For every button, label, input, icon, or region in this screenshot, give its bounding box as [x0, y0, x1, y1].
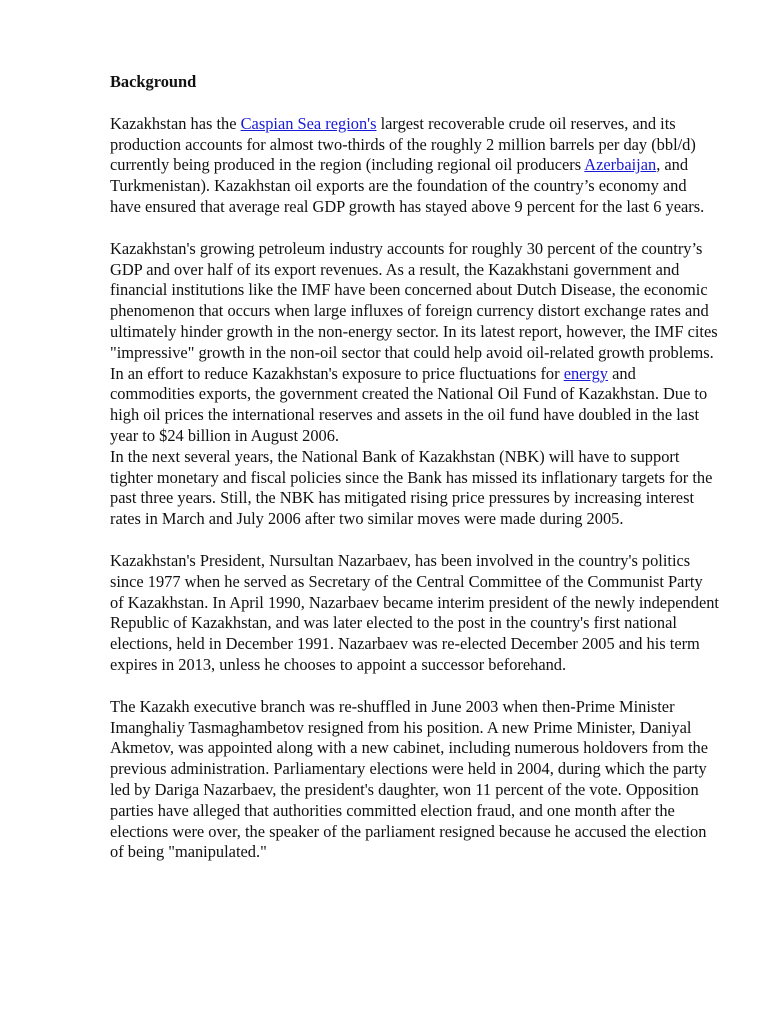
paragraph-oil-reserves	[110, 114, 720, 218]
p1-text-2: largest recoverable crude oil reserves, and its production accounts for almost two-thirds of the roughly 2 million barrels per day (bbl/d) currently being produced in the region (including regional oil producers	[110, 113, 696, 175]
section-heading: Background	[110, 72, 197, 91]
paragraph-petroleum-industry	[110, 239, 720, 447]
energy-link[interactable]: energy	[563, 363, 608, 383]
azerbaijan-link[interactable]: Azerbaijan	[584, 155, 657, 175]
p1-text-1: Kazakhstan has the	[110, 113, 241, 133]
paragraph-national-bank: In the next several years, the National Bank of Kazakhstan (NBK) will have to support tighter monetary and fiscal policies since the Bank has missed its inflationary targets for the past three years. Still, the NBK has mitigated rising price pressures by increasing interest rates in March and July 2006 after two similar moves were made during 2005.	[110, 446, 713, 529]
document-page	[110, 72, 720, 863]
caspian-sea-link[interactable]: Caspian Sea region's	[240, 113, 377, 133]
p1-text-3: , and Turkmenistan). Kazakhstan oil exports are the foundation of the country’s economy and have ensured that average real GDP growth has stayed above 9 percent for the last 6 years.	[110, 155, 705, 216]
p2-text-1: Kazakhstan's growing petroleum industry accounts for roughly 30 percent of the country’s GDP and over half of its export revenues. As a result, the Kazakhstani government and financial institutions like the IMF have been concerned about Dutch Disease, the economic phenomenon that occurs when large influxes of foreign currency distort exchange rates and ultimately hinder growth in the non-energy sector. In its latest report, however, the IMF cites "impressive" growth in the non-oil sector that could help avoid oil-related growth problems. In an effort to reduce Kazakhstan's exposure to price fluctuations for	[110, 238, 718, 383]
paragraph-executive-branch: The Kazakh executive branch was re-shuffled in June 2003 when then-Prime Minister Imanghaliy Tasmaghambetov resigned from his position. A new Prime Minister, Daniyal Akmetov, was appointed along with a new cabinet, including numerous holdovers from the previous administration. Parliamentary elections were held in 2004, during which the party led by Dariga Nazarbaev, the president's daughter, won 11 percent of the vote. Opposition parties have alleged that authorities committed election fraud, and one month after the elections were over, the speaker of the parliament resigned because he accused the election of being "manipulated."	[110, 696, 708, 862]
paragraph-president: Kazakhstan's President, Nursultan Nazarbaev, has been involved in the country's politics since 1977 when he served as Secretary of the Central Committee of the Communist Party of Kazakhstan. In April 1990, Nazarbaev became interim president of the newly independent Republic of Kazakhstan, and was later elected to the post in the country's first national elections, held in December 1991. Nazarbaev was re-elected December 2005 and his term expires in 2013, unless he chooses to appoint a successor beforehand.	[110, 550, 719, 674]
p2-text-2: and commodities exports, the government created the National Oil Fund of Kazakhstan. Due to high oil prices the international reserves and assets in the oil fund have doubled in the last year to $24 billion in August 2006.	[110, 363, 708, 445]
